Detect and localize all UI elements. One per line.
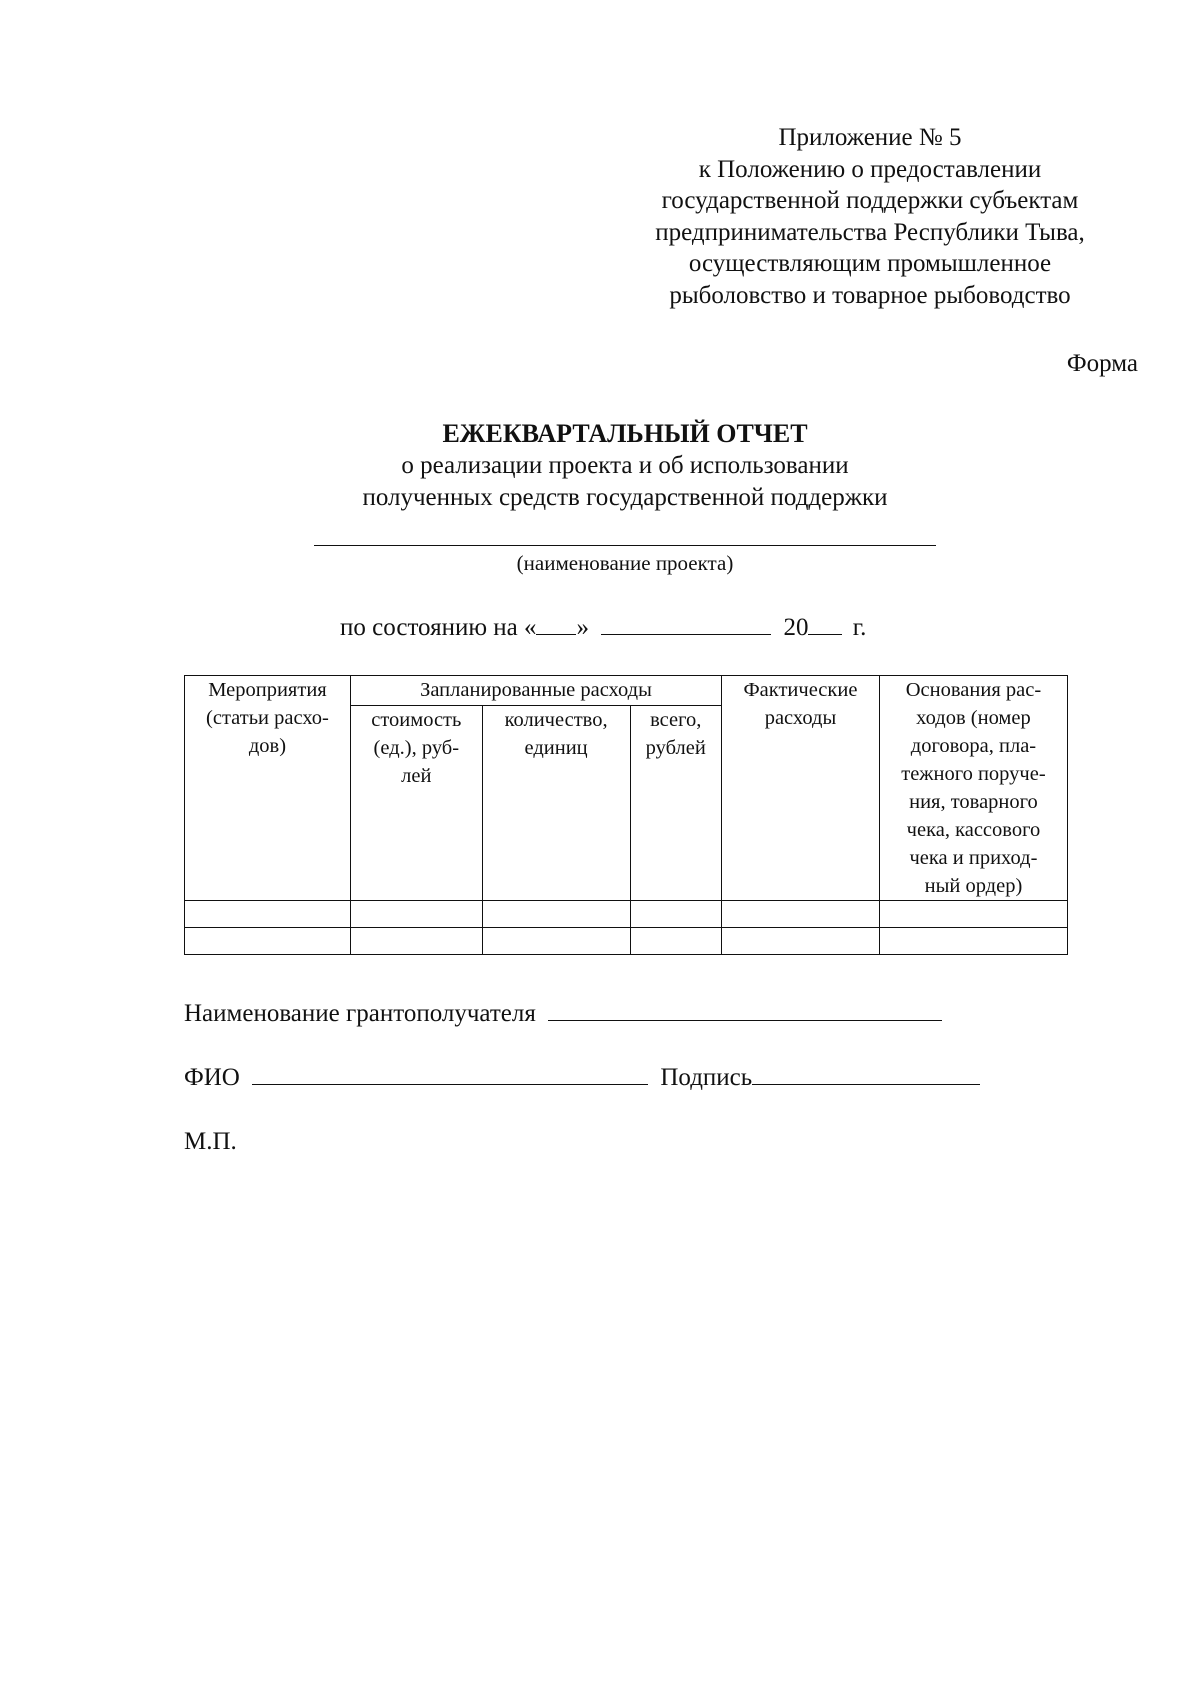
table-header-row-1 — [185, 676, 1068, 706]
year-field[interactable] — [808, 612, 842, 635]
appendix-line-2: к Положению о предоставлении — [698, 155, 1042, 183]
fio-label: ФИО — [184, 1064, 240, 1091]
table-cell[interactable] — [482, 928, 630, 955]
header-unit-cost: стоимость (ед.), руб- лей — [350, 705, 482, 900]
appendix-line-4: предпринимательства Республики Тыва, — [655, 218, 1085, 246]
table-cell[interactable] — [879, 928, 1067, 955]
header-expense-grounds: Основания рас- ходов (номер договора, пла- тежного поруче- ния, товарного чека, кассового чека и приход- ный ордер) — [879, 676, 1067, 901]
appendix-line-5: осуществляющим промышленное — [688, 250, 1052, 277]
report-subtitle-2: полученных средств государственной поддержки — [362, 484, 888, 511]
appendix-line-6: рыболовство и товарное рыбоводство — [669, 281, 1071, 309]
table-cell[interactable] — [482, 901, 630, 928]
table-cell[interactable] — [185, 928, 351, 955]
table-row — [185, 901, 1068, 928]
report-subtitle-1: о реализации проекта и об использовании — [401, 452, 849, 479]
form-label: Форма — [1066, 350, 1138, 377]
project-name-field[interactable] — [314, 545, 936, 546]
table-cell[interactable] — [630, 901, 722, 928]
table-cell[interactable] — [350, 901, 482, 928]
project-name-caption: (наименование проекта) — [516, 551, 734, 575]
table-cell[interactable] — [350, 928, 482, 955]
table-cell[interactable] — [630, 928, 722, 955]
grantee-field[interactable] — [548, 998, 942, 1021]
appendix-line-1: Приложение № 5 — [778, 124, 962, 151]
day-field[interactable] — [536, 612, 576, 635]
table-cell[interactable] — [722, 901, 880, 928]
header-planned-expenses: Запланированные расходы — [350, 676, 721, 706]
signature-label: Подпись — [660, 1064, 753, 1091]
report-title-block — [0, 418, 1200, 514]
stamp-label: М.П. — [184, 1128, 237, 1155]
header-activities: Мероприятия (статьи расхо- дов) — [185, 676, 351, 901]
table-cell[interactable] — [185, 901, 351, 928]
date-quote-close: » — [576, 614, 589, 641]
fio-field[interactable] — [252, 1062, 648, 1085]
year-prefix: 20 — [783, 614, 809, 641]
date-prefix: по состоянию на « — [340, 614, 537, 641]
header-total: всего, рублей — [630, 705, 722, 900]
fio-signature-line — [184, 1062, 980, 1092]
header-quantity: количество, единиц — [482, 705, 630, 900]
header-actual-expenses: Фактические расходы — [722, 676, 880, 901]
appendix-header — [600, 122, 1140, 311]
report-table — [184, 675, 1068, 955]
month-field[interactable] — [601, 612, 771, 635]
appendix-line-3: государственной поддержки субъектам — [661, 187, 1079, 214]
grantee-label: Наименование грантополучателя — [184, 1000, 536, 1027]
grantee-line — [184, 998, 942, 1028]
date-line — [340, 612, 866, 642]
table-cell[interactable] — [879, 901, 1067, 928]
report-title: ЕЖЕКВАРТАЛЬНЫЙ ОТЧЕТ — [442, 419, 808, 448]
signature-field[interactable] — [752, 1062, 980, 1085]
year-suffix: г. — [852, 614, 867, 641]
table-cell[interactable] — [722, 928, 880, 955]
table-row — [185, 928, 1068, 955]
